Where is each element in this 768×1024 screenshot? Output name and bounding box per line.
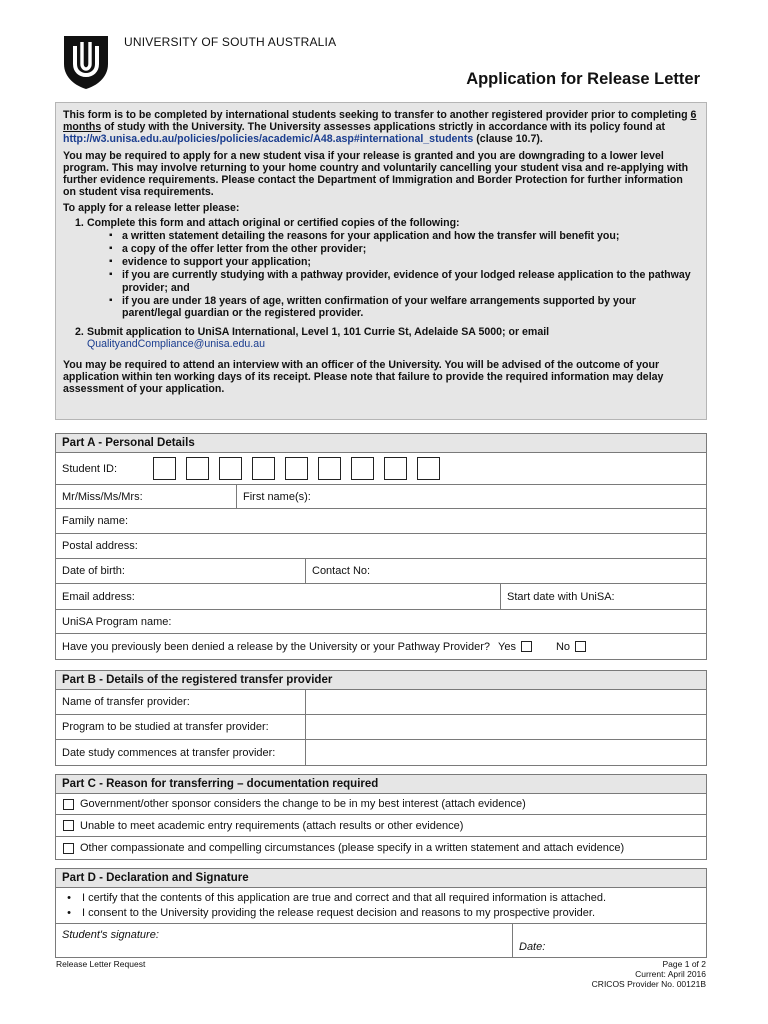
footer-info	[592, 959, 706, 989]
instructions-panel	[55, 102, 707, 420]
transfer-program-row	[56, 715, 706, 740]
page-number: Page 1 of 2	[662, 959, 706, 969]
list-item: ▪ if you are currently studying with a pathway provider, evidence of your lodged release application to the pathway provider; and	[109, 269, 698, 293]
reason-row	[56, 794, 706, 815]
unisa-logo-icon	[62, 34, 110, 90]
intro-paragraph-3: To apply for a release letter please:	[63, 202, 240, 215]
program-row	[56, 610, 706, 634]
first-name-label: First name(s):	[243, 490, 311, 503]
student-id-row	[56, 453, 706, 485]
footer-document-name: Release Letter Request	[56, 959, 146, 969]
contact-label: Contact No:	[312, 565, 371, 577]
reason-cell	[56, 794, 706, 814]
email-row	[56, 584, 706, 610]
part-c-heading: Part C - Reason for transferring – documentation required	[56, 775, 706, 794]
intro-paragraph-1	[63, 109, 698, 146]
no-label: No	[555, 640, 571, 653]
denied-row	[56, 634, 706, 659]
denied-cell	[56, 634, 706, 659]
intro-text: (clause 10.7).	[473, 133, 543, 146]
dob-label: Date of birth:	[62, 565, 125, 577]
postal-row	[56, 534, 706, 559]
transfer-date-row	[56, 740, 706, 765]
transfer-program-label: Program to be studied at transfer provider:	[62, 721, 269, 733]
reason-other-checkbox[interactable]	[63, 843, 74, 854]
list-item: ▪ a copy of the offer letter from the other provider;	[109, 243, 698, 255]
student-id-label: Student ID:	[62, 462, 118, 475]
student-id-digit-box[interactable]	[351, 457, 374, 480]
part-c-section	[55, 774, 707, 860]
transfer-date-field[interactable]	[306, 740, 706, 765]
postal-address-label: Postal address:	[62, 540, 138, 552]
reason-sponsor-label: Government/other sponsor considers the change to be in my best interest (attach evidence)	[80, 798, 526, 810]
contact-field[interactable]	[306, 559, 706, 583]
declaration-item	[56, 906, 706, 921]
student-id-digit-box[interactable]	[219, 457, 242, 480]
declaration-text: I certify that the contents of this application are true and correct and that all required information is attached.	[82, 892, 607, 904]
part-b-heading: Part B - Details of the registered transfer provider	[56, 671, 706, 690]
reason-sponsor-checkbox[interactable]	[63, 799, 74, 810]
declaration-text: I consent to the University providing the release request decision and reasons to my prospective provider.	[82, 907, 595, 919]
dob-row	[56, 559, 706, 584]
cricos-number: CRICOS Provider No. 00121B	[591, 979, 706, 989]
list-item: ▪ evidence to support your application;	[109, 256, 698, 268]
first-name-field[interactable]	[237, 485, 706, 508]
list-item: ▪ if you are under 18 years of age, written confirmation of your welfare arrangements supported by your parent/legal guardian or the registered provider.	[109, 295, 698, 319]
intro-paragraph-4: You may be required to attend an interview with an officer of the University. You will be advised of the outcome of your application within ten working days of its receipt. Please note that failure to provide the required information may delay assessment of your application.	[63, 358, 664, 396]
step-text: Submit application to UniSA International, Level 1, 101 Currie St, Adelaide SA 5000; or email	[87, 326, 550, 339]
reason-row	[56, 837, 706, 859]
student-id-digit-box[interactable]	[186, 457, 209, 480]
transfer-program-field[interactable]	[306, 715, 706, 739]
no-checkbox[interactable]	[575, 641, 586, 652]
name-row	[56, 485, 706, 509]
title-label: Mr/Miss/Ms/Mrs:	[62, 490, 143, 503]
family-name-field[interactable]	[56, 509, 706, 533]
current-date: Current: April 2016	[635, 969, 706, 979]
transfer-provider-label: Name of transfer provider:	[62, 696, 190, 708]
yes-label: Yes	[498, 640, 516, 653]
reason-row	[56, 815, 706, 837]
reason-cell	[56, 837, 706, 859]
step-number: 2.	[75, 326, 84, 339]
student-id-digit-box[interactable]	[153, 457, 176, 480]
declaration-row	[56, 888, 706, 924]
transfer-date-label-cell	[56, 740, 306, 765]
reason-other-label: Other compassionate and compelling circumstances (please specify in a written statement and attach evidence)	[80, 842, 625, 854]
declaration-item	[56, 891, 706, 906]
part-d-heading: Part D - Declaration and Signature	[56, 869, 706, 888]
date-field[interactable]	[513, 924, 706, 957]
bullet: •	[67, 907, 71, 919]
student-id-digit-box[interactable]	[252, 457, 275, 480]
signature-label: Student's signature:	[62, 929, 159, 941]
bullet: •	[67, 892, 71, 904]
email-link[interactable]: QualityandCompliance@unisa.edu.au	[87, 338, 266, 351]
signature-row	[56, 924, 706, 957]
intro-text: of study with the University. The University assesses applications strictly in accordance with its policy found at	[101, 121, 666, 134]
program-field[interactable]	[56, 610, 706, 633]
date-label: Date:	[519, 941, 546, 953]
email-field[interactable]	[56, 584, 501, 609]
university-name: UNIVERSITY OF SOUTH AUSTRALIA	[124, 35, 337, 49]
form-title: Application for Release Letter	[466, 70, 700, 88]
transfer-provider-field[interactable]	[306, 690, 706, 714]
student-id-cell	[56, 453, 706, 484]
part-a-section	[55, 433, 707, 660]
transfer-provider-row	[56, 690, 706, 715]
steps-list	[75, 217, 698, 351]
email-label: Email address:	[62, 590, 135, 603]
step-text: Complete this form and attach original or certified copies of the following:	[87, 216, 460, 229]
start-date-label: Start date with UniSA:	[507, 590, 615, 603]
reason-cell	[56, 815, 706, 836]
requirements-list	[109, 230, 698, 319]
title-field[interactable]	[56, 485, 237, 508]
transfer-date-label: Date study commences at transfer provider:	[62, 746, 276, 759]
reason-entry-checkbox[interactable]	[63, 820, 74, 831]
step-2	[75, 326, 698, 350]
student-id-digit-box[interactable]	[285, 457, 308, 480]
program-label: UniSA Program name:	[62, 615, 172, 628]
student-id-digit-box[interactable]	[384, 457, 407, 480]
transfer-provider-label-cell	[56, 690, 306, 714]
step-1	[75, 217, 698, 320]
list-item: ▪ a written statement detailing the reasons for your application and how the transfer will benefit you;	[109, 230, 698, 242]
dob-field[interactable]	[56, 559, 306, 583]
policy-link[interactable]: http://w3.unisa.edu.au/policies/policies/academic/A48.asp#international_students	[63, 133, 474, 146]
part-d-section	[55, 868, 707, 958]
step-number: 1.	[75, 216, 84, 229]
student-id-digit-box[interactable]	[318, 457, 341, 480]
intro-underline: 6 months	[63, 109, 697, 134]
start-date-field[interactable]	[501, 584, 706, 609]
yes-checkbox[interactable]	[521, 641, 532, 652]
part-b-section	[55, 670, 707, 766]
family-name-row	[56, 509, 706, 534]
transfer-program-label-cell	[56, 715, 306, 739]
student-id-boxes	[153, 457, 450, 480]
reason-entry-label: Unable to meet academic entry requirements (attach results or other evidence)	[80, 819, 464, 832]
part-a-heading: Part A - Personal Details	[56, 434, 706, 453]
signature-field[interactable]	[56, 924, 513, 957]
intro-paragraph-2: You may be required to apply for a new student visa if your release is granted and you are downgrading to a lower level program. This may involve returning to your home country and voluntarily cancelling your student visa and re-applying with further evidence requirements. Please contact the Department of Immigration and Border Protection for further information on student visa requirements.	[63, 149, 689, 199]
postal-address-field[interactable]	[56, 534, 706, 558]
intro-text: This form is to be completed by international students seeking to transfer to another registered provider prior to completing	[63, 109, 691, 121]
denied-question: Have you previously been denied a release by the University or your Pathway Provider?	[62, 640, 491, 653]
family-name-label: Family name:	[62, 515, 129, 527]
student-id-digit-box[interactable]	[417, 457, 440, 480]
